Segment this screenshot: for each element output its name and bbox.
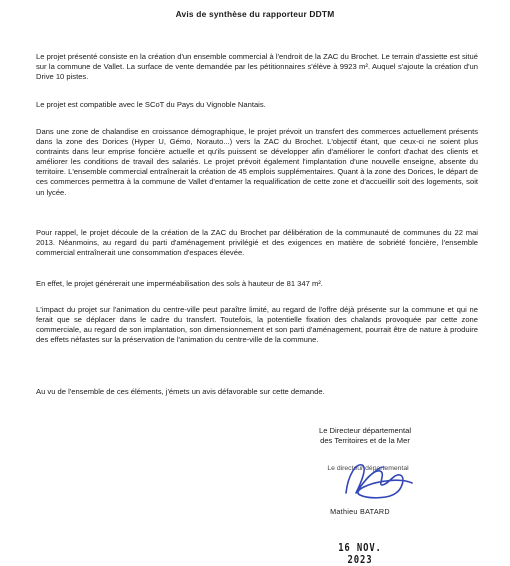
paragraph-project-description: Le projet présenté consiste en la création d'un ensemble commercial à l'endroit de la ZAC du Brochet. Le terrain d'assiette est situé sur la commune de Vallet. La surface de vente demandée par les pétitionnaires s'élève à 9923 m². Auquel s'ajoute la création d'un Drive 10 pistes. bbox=[36, 52, 478, 82]
handwritten-signature bbox=[338, 455, 418, 503]
signature-stamp: Le directeur départemental bbox=[327, 465, 409, 472]
paragraph-zac-history: Pour rappel, le projet découle de la création de la ZAC du Brochet par délibération de la communauté de communes du 22 mai 2013. Néanmoins, au regard du parti d'aménagement privilégié et des exigences en matière de sobriété foncière, l'ensemble commercial entraînerait une consommation d'espaces élevée. bbox=[36, 228, 478, 258]
paragraph-impermeabilisation: En effet, le projet générerait une imperméabilisation des sols à hauteur de 81 347 m². bbox=[36, 279, 323, 288]
document-title: Avis de synthèse du rapporteur DDTM bbox=[175, 9, 335, 19]
paragraph-town-centre-impact: L'impact du projet sur l'animation du centre-ville peut paraître limité, au regard de l'offre déjà présente sur la commune et qui ne ferait que se déplacer dans le cadre du transfert. Toutefois, la potentielle fixation des chalands provoquée par cette zone commerciale, au regard de son implantation, son dimensionnement et son parti d'aménagement, pourrait être de nature à produire des effets néfastes sur la préservation de l'animation du centre-ville de la commune. bbox=[36, 305, 478, 345]
signatory-name: Mathieu BATARD bbox=[330, 507, 390, 516]
signatory-role-line-2: des Territoires et de la Mer bbox=[320, 436, 410, 445]
paragraph-conclusion: Au vu de l'ensemble de ces éléments, j'émets un avis défavorable sur cette demande. bbox=[36, 387, 325, 396]
paragraph-transfer-context: Dans une zone de chalandise en croissance démographique, le projet prévoit un transfert des commerces actuellement présents dans la zone des Dorices (Hyper U, Gémo, Norauto...) vers la ZAC du Brochet. L'objectif étant, que ceux-ci ne soient plus contraints dans leur emprise foncière actuelle et qu'ils puissent se développer afin d'améliorer le confort d'achat des clients et améliorer les conditions de travail des salariés. Le projet prévoit également l'implantation d'une nouvelle enseigne, absente du territoire. L'ensemble commercial entraînerait la création de 45 emplois supplémentaires. Quant à la zone des Dorices, le départ de ces commerces permettra à la commune de Vallet d'entamer la requalification de cette zone et d'accueillir soit des logements, soit un lycée. bbox=[36, 127, 478, 197]
date-stamp: 16 NOV. 2023 bbox=[338, 542, 382, 566]
signatory-role-line-1: Le Directeur départemental bbox=[318, 426, 412, 435]
paragraph-scot-compatibility: Le projet est compatible avec le SCoT du Pays du Vignoble Nantais. bbox=[36, 100, 266, 109]
